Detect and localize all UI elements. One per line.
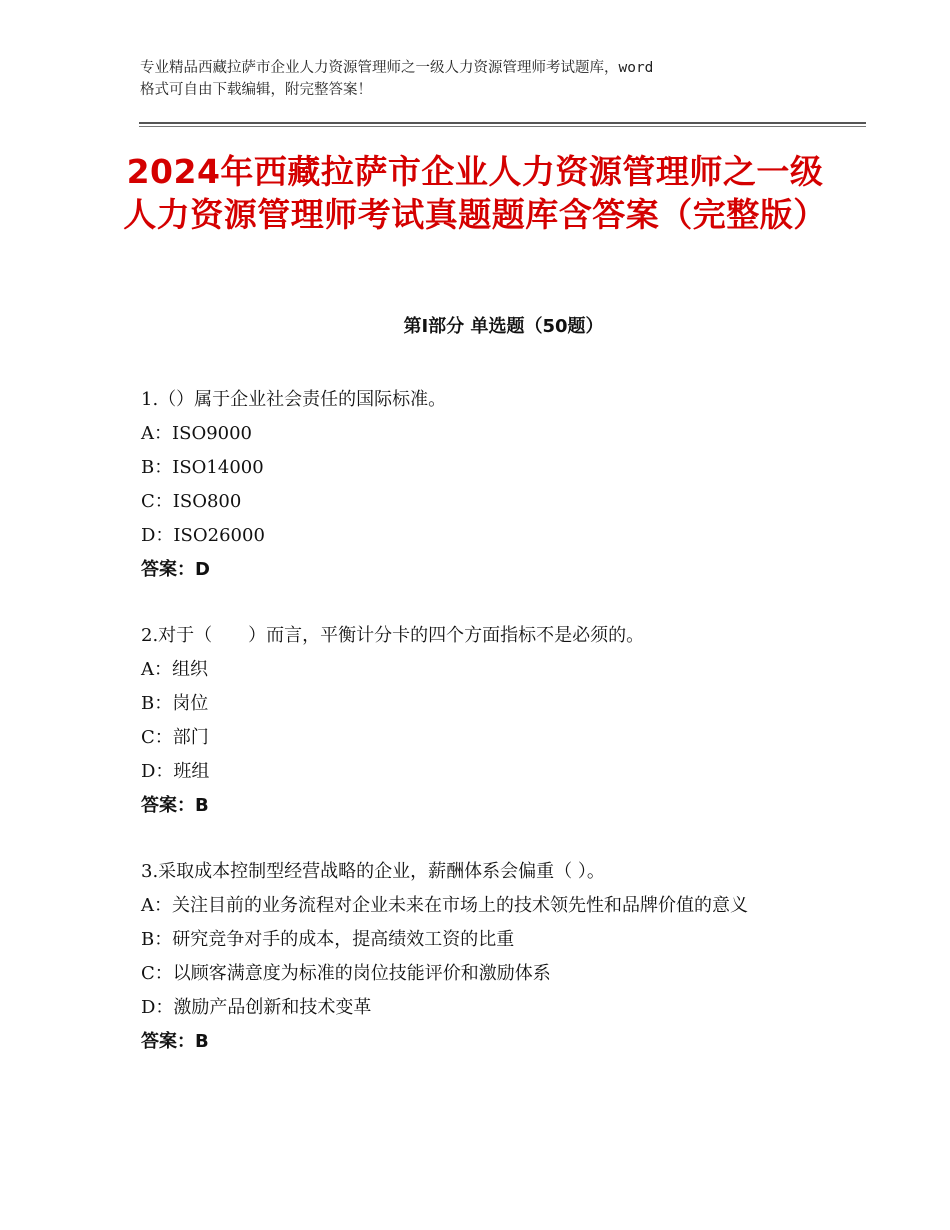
question-3 <box>141 855 821 1059</box>
option-c: C：部门 <box>141 727 209 748</box>
document-title: 2024年西藏拉萨市企业人力资源管理师之一级人力资源管理师考试真题题库含答案（完整版） <box>123 152 827 234</box>
question-1 <box>141 383 821 587</box>
header-note: 专业精品西藏拉萨市企业人力资源管理师之一级人力资源管理师考试题库，word 格式可自由下载编辑，附完整答案！ <box>140 60 654 98</box>
question-text: 2.对于（ ）而言，平衡计分卡的四个方面指标不是必须的。 <box>141 625 645 646</box>
option-a: A：组织 <box>141 659 208 680</box>
header-divider-thick <box>139 122 866 124</box>
option-d: D：ISO26000 <box>141 525 265 546</box>
question-text: 1.（）属于企业社会责任的国际标准。 <box>141 389 447 410</box>
option-b: B：ISO14000 <box>141 457 264 478</box>
option-d: D：激励产品创新和技术变革 <box>141 997 372 1018</box>
answer-label: 答案：D <box>141 559 210 580</box>
option-a: A：关注目前的业务流程对企业未来在市场上的技术领先性和品牌价值的意义 <box>141 895 748 916</box>
option-b: B：研究竞争对手的成本，提高绩效工资的比重 <box>141 929 515 950</box>
answer-label: 答案：B <box>141 795 209 816</box>
option-b: B：岗位 <box>141 693 209 714</box>
header-divider-thin <box>139 126 866 127</box>
option-a: A：ISO9000 <box>141 423 253 444</box>
option-d: D：班组 <box>141 761 210 782</box>
question-list <box>141 383 821 1091</box>
option-c: C：以顾客满意度为标准的岗位技能评价和激励体系 <box>141 963 551 984</box>
answer-label: 答案：B <box>141 1031 209 1052</box>
section-title: 第Ⅰ部分 单选题（50题） <box>403 316 604 337</box>
option-c: C：ISO800 <box>141 491 242 512</box>
question-text: 3.采取成本控制型经营战略的企业，薪酬体系会偏重（ ）。 <box>141 861 605 882</box>
question-2 <box>141 619 821 823</box>
